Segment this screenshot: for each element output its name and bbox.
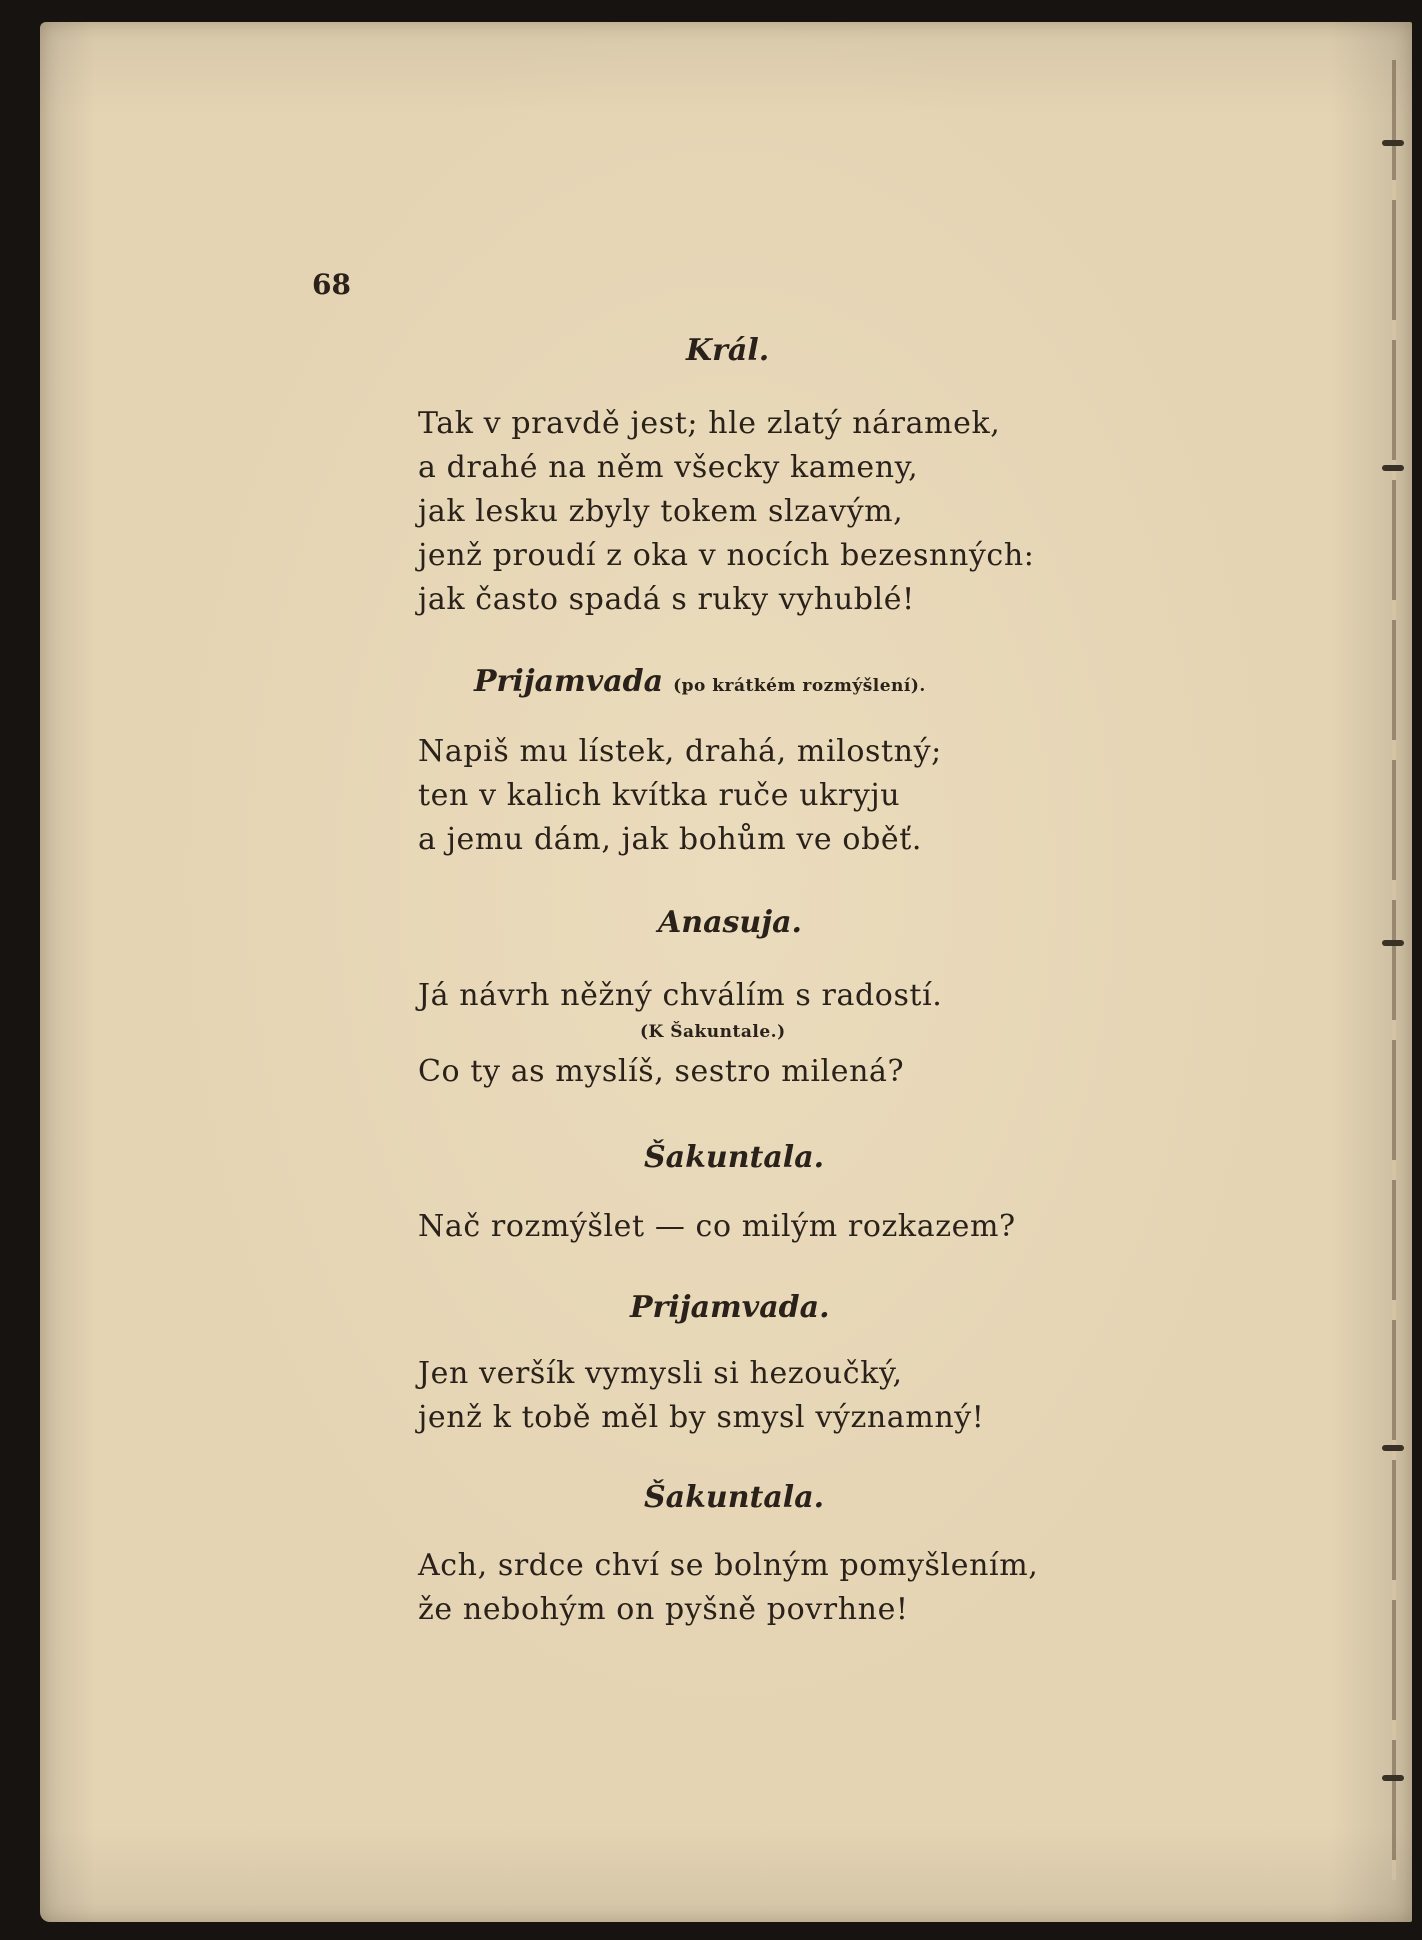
speaker-name: Prijamvada. [630, 1290, 830, 1325]
speaker-name: Král. [686, 333, 770, 368]
verse-block [418, 974, 942, 1018]
verse-line: jenž k tobě měl by smysl významný! [418, 1400, 985, 1435]
verse-line: Ach, srdce chví se bolným pomyšlením, [418, 1548, 1039, 1583]
verse-line: že nebohým on pyšně povrhne! [418, 1592, 909, 1627]
speaker-name [474, 664, 926, 699]
verse-line: jak často spadá s ruky vyhublé! [418, 582, 915, 617]
speaker-name: Anasuja. [658, 905, 802, 940]
verse-line: a jemu dám, jak bohům ve oběť. [418, 822, 923, 857]
speaker-label: Prijamvada [474, 664, 664, 699]
speaker-name: Šakuntala. [644, 1140, 825, 1175]
verse-line: jak lesku zbyly tokem slzavým, [418, 494, 904, 529]
verse-line: jenž proudí z oka v nocích bezesnných: [418, 538, 1035, 573]
verse-line: Tak v pravdě jest; hle zlatý náramek, [418, 406, 1001, 441]
page-number: 68 [312, 268, 351, 301]
verse-block [418, 1205, 1016, 1249]
verse-line: Jen veršík vymysli si hezoučký, [418, 1356, 903, 1391]
verse-block [418, 402, 1034, 622]
stage-direction: (po krátkém rozmýšlení). [673, 676, 926, 696]
verse-block [418, 1352, 984, 1440]
verse-line: Napiš mu lístek, drahá, milostný; [418, 734, 942, 769]
verse-line: Já návrh něžný chválím s radostí. [418, 978, 943, 1013]
verse-block [418, 730, 942, 862]
verse-block [418, 1050, 904, 1094]
verse-line: ten v kalich kvítka ruče ukryju [418, 778, 901, 813]
speaker-name: Šakuntala. [644, 1480, 825, 1515]
verse-line: Nač rozmýšlet — co milým rozkazem? [418, 1209, 1016, 1244]
verse-line: a drahé na něm všecky kameny, [418, 450, 919, 485]
verse-block [418, 1544, 1038, 1632]
verse-line: Co ty as myslíš, sestro milená? [418, 1054, 905, 1089]
stage-direction: (K Šakuntale.) [640, 1022, 786, 1042]
